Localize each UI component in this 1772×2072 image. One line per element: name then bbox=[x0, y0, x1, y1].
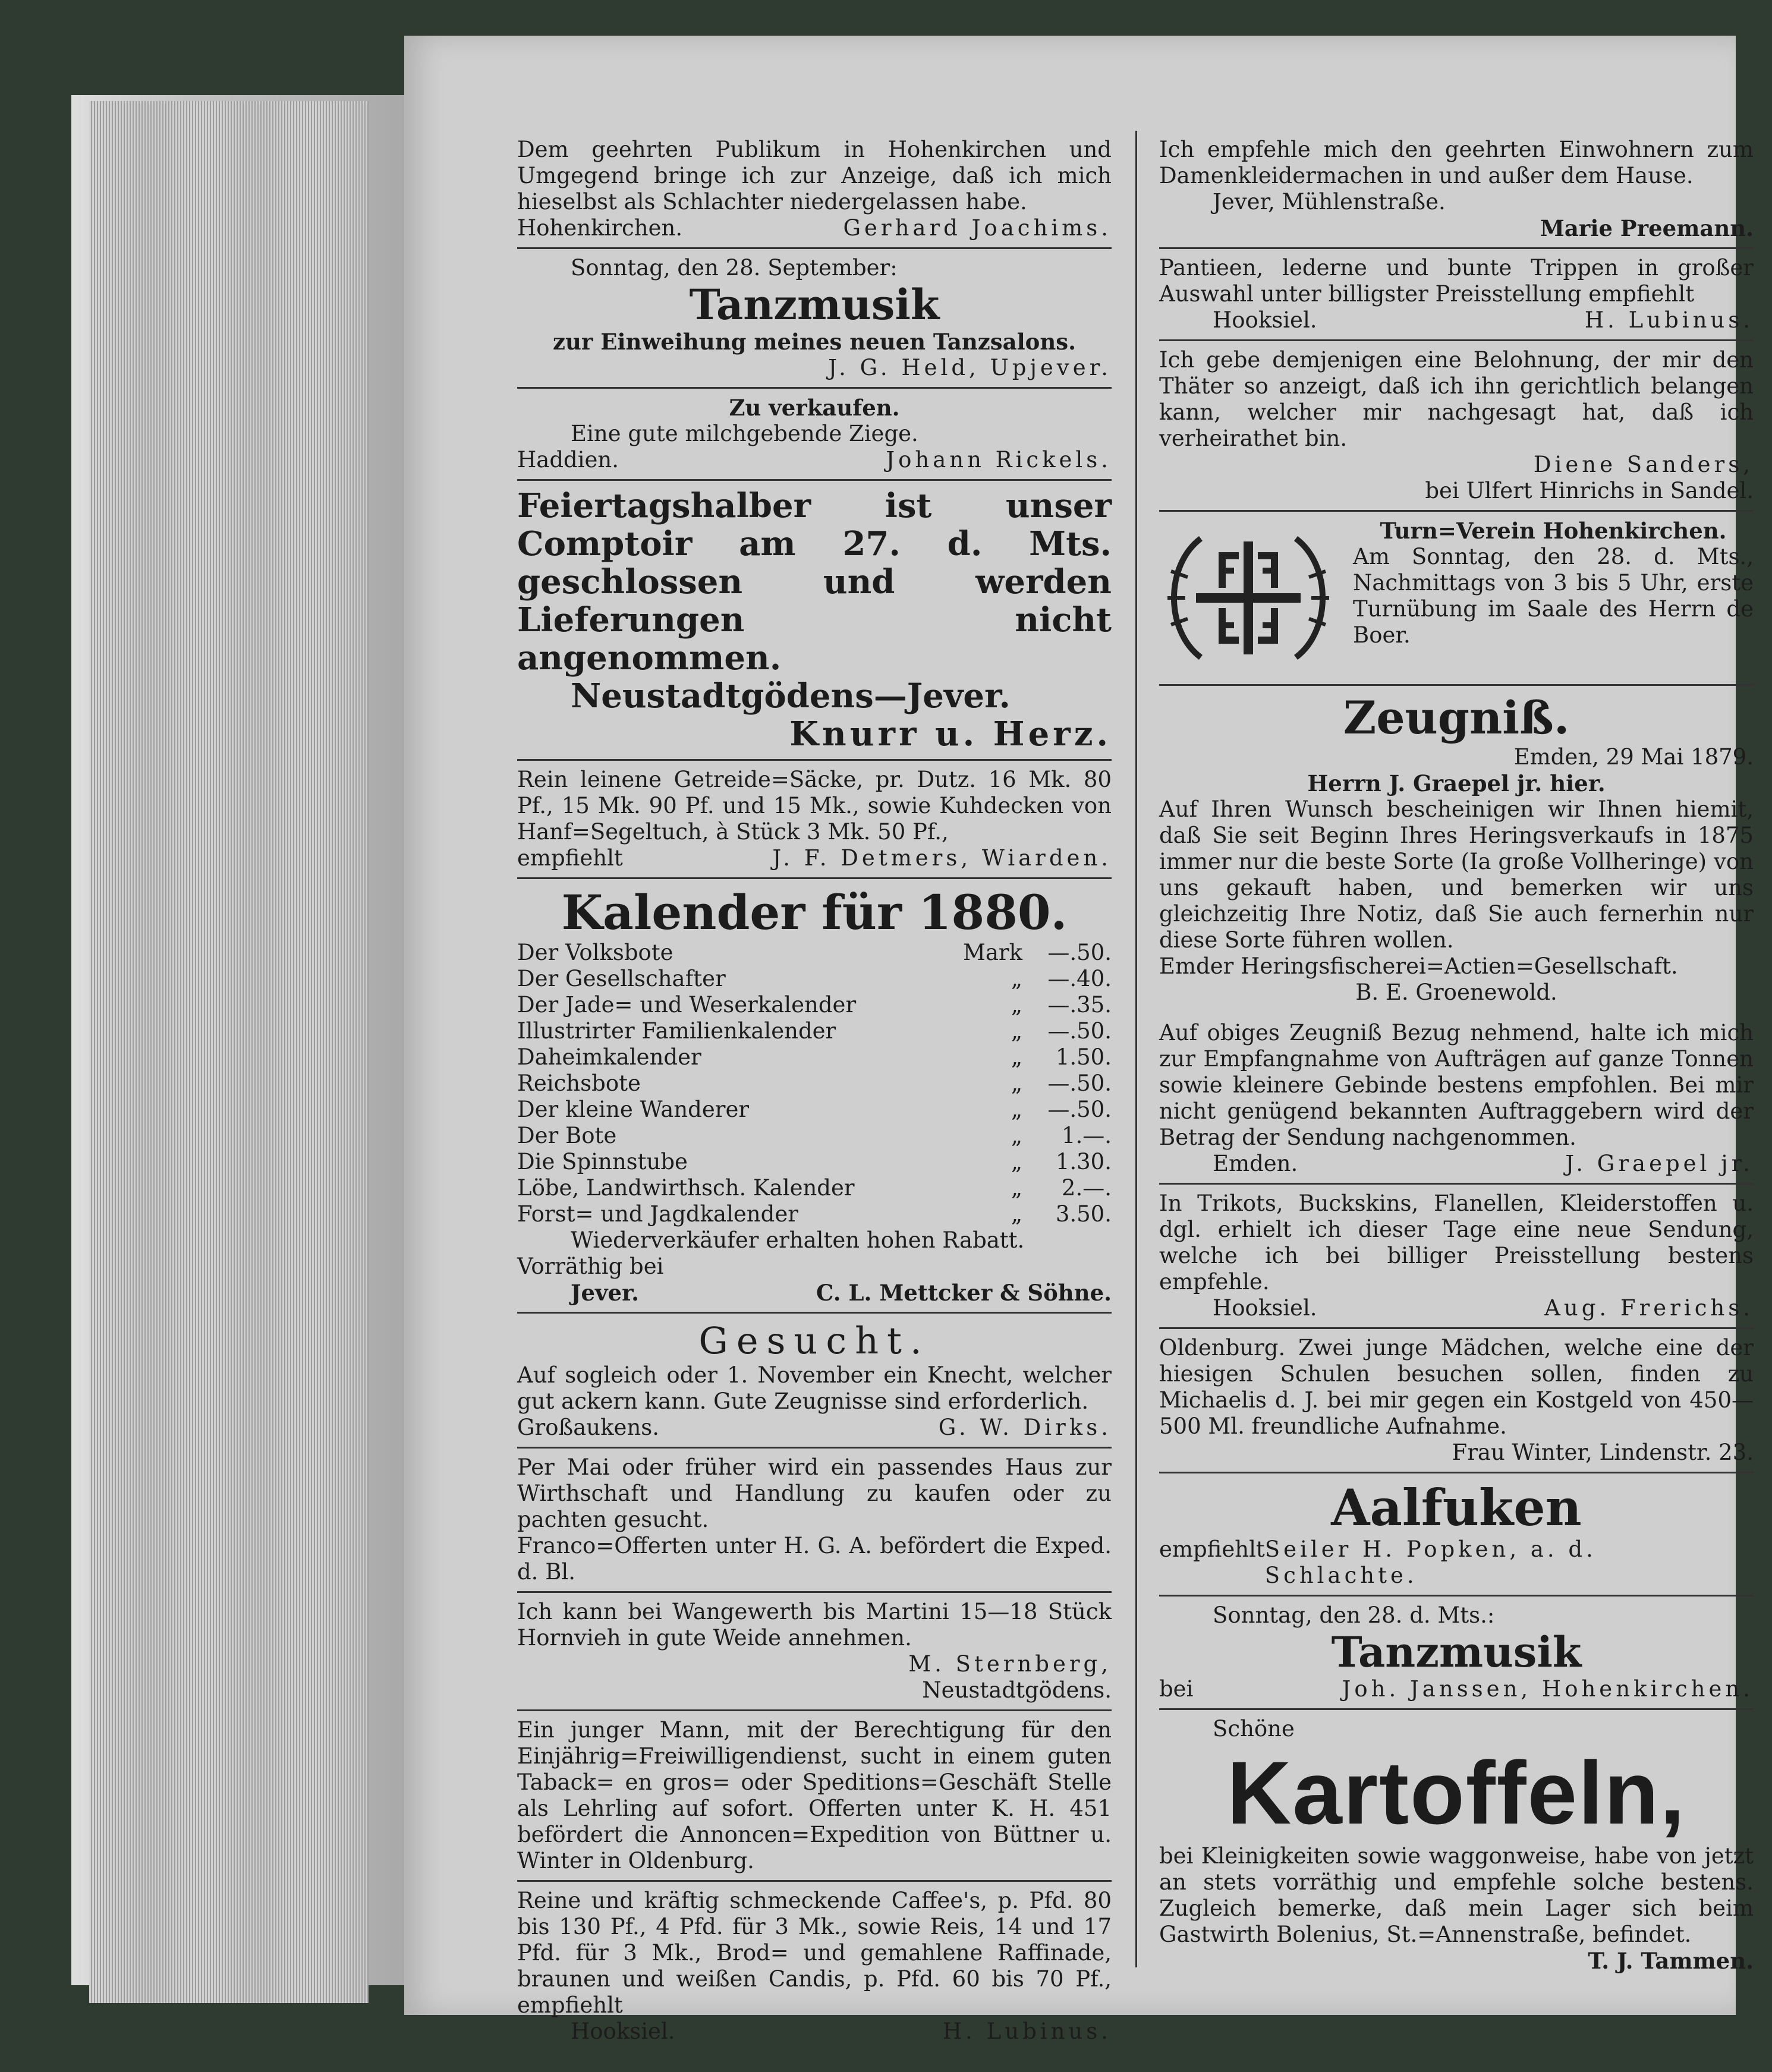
ad-stock: Vorräthig bei bbox=[517, 1254, 664, 1279]
kalender-unit: Mark bbox=[962, 940, 1022, 965]
kalender-item bbox=[517, 940, 1112, 966]
turner-cross-emblem-icon bbox=[1159, 518, 1337, 678]
ad-text: Am Sonntag, den 28. d. Mts., Nachmittags von 3 bis 5 Uhr, erste Turnübung im Saale des Herrn de Boer. bbox=[1353, 544, 1754, 648]
kalender-unit: „ bbox=[1011, 1070, 1022, 1096]
kalender-item bbox=[517, 1044, 1112, 1070]
ad-kostgeld bbox=[1159, 1329, 1754, 1473]
column-divider bbox=[1135, 131, 1137, 1967]
ad-signature: Aug. Frerichs. bbox=[1544, 1295, 1754, 1321]
ad-place: Hooksiel. bbox=[1213, 307, 1317, 333]
ad-addressee: Herrn J. Graepel jr. hier. bbox=[1307, 770, 1606, 796]
kalender-name: Der Jade= und Weserkalender bbox=[517, 992, 857, 1018]
ad-signature: C. L. Mettcker & Söhne. bbox=[816, 1280, 1112, 1306]
ad-text: Ein junger Mann, mit der Berechtigung für den Einjährig=Freiwilligendienst, sucht in einem guten Taback= en gros= oder Speditions=Geschäft Stelle als Lehrling auf sofort. Offerten unter K. H. 451 befördert die Annoncen=Expedition von Büttner u. Winter in Oldenburg. bbox=[517, 1717, 1112, 1873]
kalender-name: Löbe, Landwirthsch. Kalender bbox=[517, 1175, 855, 1201]
turnverein-text-block bbox=[1353, 518, 1754, 678]
kalender-price: —.50. bbox=[1047, 1097, 1112, 1122]
ad-turnverein bbox=[1159, 512, 1754, 686]
ad-title: Tanzmusik bbox=[689, 280, 940, 329]
ad-date: Sonntag, den 28. September: bbox=[571, 255, 898, 281]
kalender-unit: „ bbox=[1011, 1201, 1022, 1227]
ad-signatory: B. E. Groenewold. bbox=[1355, 980, 1557, 1005]
ad-footer bbox=[517, 1280, 1112, 1306]
ad-text: bei Kleinigkeiten sowie waggonweise, habe von jetzt an stets vorräthig und empfehle solche bestens. Zugleich bemerke, daß mein Lager sich beim Gastwirth Bolenius, St.=Annenstraße, befindet. bbox=[1159, 1843, 1754, 1947]
ad-trippen bbox=[1159, 249, 1754, 341]
ad-signature: Seiler H. Popken, a. d. Schlachte. bbox=[1264, 1536, 1597, 1588]
ad-place: Haddien. bbox=[517, 447, 619, 473]
ad-subtitle: zur Einweihung meines neuen Tanzsalons. bbox=[553, 329, 1076, 355]
kalender-price: —.50. bbox=[1047, 940, 1112, 965]
ad-lehrling bbox=[517, 1711, 1112, 1882]
page-edges bbox=[89, 101, 369, 2003]
ad-date: Sonntag, den 28. d. Mts.: bbox=[1213, 1602, 1495, 1628]
ad-signature: Marie Preemann. bbox=[1540, 215, 1754, 241]
ad-place: empfiehlt bbox=[1159, 1536, 1265, 1562]
ad-caffee bbox=[517, 1882, 1112, 2051]
kalender-unit: „ bbox=[1011, 1123, 1022, 1148]
ad-text: Ich kann bei Wangewerth bis Martini 15—18 Stück Hornvieh in gute Weide annehmen. bbox=[517, 1599, 1112, 1651]
ad-footer bbox=[517, 215, 1112, 241]
ad-prefix: bei bbox=[1159, 1676, 1194, 1702]
kalender-item bbox=[517, 1201, 1112, 1227]
kalender-name: Daheimkalender bbox=[517, 1044, 701, 1070]
ad-kartoffeln bbox=[1159, 1710, 1754, 1980]
kalender-name: Der Volksbote bbox=[517, 940, 673, 965]
kalender-name: Der Bote bbox=[517, 1123, 617, 1148]
ad-signature: Diene Sanders, bbox=[1533, 452, 1754, 477]
kalender-price: 1.—. bbox=[1061, 1123, 1112, 1148]
kalender-item bbox=[517, 1018, 1112, 1044]
ad-title: Kalender für 1880. bbox=[561, 884, 1068, 940]
ad-text: Auf sogleich oder 1. November ein Knecht, welcher gut ackern kann. Gute Zeugnisse sind erforderlich. bbox=[517, 1362, 1112, 1414]
ad-footer bbox=[1159, 1295, 1754, 1321]
ad-signature: J. G. Held, Upjever. bbox=[828, 355, 1112, 380]
ad-schlachter bbox=[517, 131, 1112, 249]
ad-signature: Joh. Janssen, Hohenkirchen. bbox=[1342, 1676, 1754, 1702]
kalender-item bbox=[517, 1070, 1112, 1097]
kalender-item bbox=[517, 1175, 1112, 1201]
ad-text: Rein leinene Getreide=Säcke, pr. Dutz. 16 Mk. 80 Pf., 15 Mk. 90 Pf. und 15 Mk., sowie Kuhdecken von Hanf=Segeltuch, à Stück 3 Mk. 50 Pf., bbox=[517, 767, 1112, 845]
ad-title: Aalfuken bbox=[1331, 1478, 1582, 1537]
ad-text: Per Mai oder früher wird ein passendes Haus zur Wirthschaft und Handlung zu kaufen oder zu pachten gesucht. bbox=[517, 1454, 1112, 1532]
ad-tanzmusik-janssen bbox=[1159, 1596, 1754, 1710]
ad-title: Gesucht. bbox=[698, 1319, 930, 1362]
kalender-item bbox=[517, 1097, 1112, 1123]
ad-comptoir bbox=[517, 481, 1112, 761]
ad-footer bbox=[517, 2019, 1112, 2045]
ad-haus bbox=[517, 1448, 1112, 1593]
kalender-item bbox=[517, 1123, 1112, 1149]
kalender-name: Der kleine Wanderer bbox=[517, 1097, 750, 1122]
ad-aalfuken bbox=[1159, 1473, 1754, 1596]
ad-signature: M. Sternberg, bbox=[908, 1651, 1112, 1677]
ad-title: Zu verkaufen. bbox=[729, 395, 900, 421]
ad-place: Emden. bbox=[1213, 1151, 1298, 1176]
ad-signature: Gerhard Joachims. bbox=[843, 215, 1112, 241]
ad-footer bbox=[1159, 1151, 1754, 1177]
ad-footer bbox=[1159, 1536, 1754, 1589]
kalender-name: Illustrirter Familienkalender bbox=[517, 1018, 836, 1044]
kalender-unit: „ bbox=[1011, 1044, 1022, 1070]
kalender-unit: „ bbox=[1011, 1149, 1022, 1174]
ad-footer bbox=[517, 1415, 1112, 1441]
ad-signature: Frau Winter, Lindenstr. 23. bbox=[1452, 1440, 1754, 1465]
newspaper-page bbox=[404, 36, 1754, 2044]
ad-company: Emder Heringsfischerei=Actien=Gesellschaft. bbox=[1159, 953, 1678, 979]
ad-footer bbox=[1159, 307, 1754, 333]
ad-kalender bbox=[517, 879, 1112, 1314]
ad-signature: H. Lubinus. bbox=[1584, 307, 1754, 333]
ad-text: Eine gute milchgebende Ziege. bbox=[571, 421, 918, 446]
ad-text-2: Auf obiges Zeugniß Bezug nehmend, halte ich mich zur Empfangnahme von Aufträgen auf ganze Tonnen sowie kleinere Gebinde bestens empfohlen. Bei mir nicht genügend bekannten Auftraggebern wird der Betrag der Sendung nachgenommen. bbox=[1159, 1020, 1754, 1150]
kalender-price: —.50. bbox=[1047, 1018, 1112, 1044]
ad-text-2: Franco=Offerten unter H. G. A. befördert die Exped. d. Bl. bbox=[517, 1533, 1112, 1585]
ad-gesucht bbox=[517, 1314, 1112, 1448]
ad-text: Auf Ihren Wunsch bescheinigen wir Ihnen hiemit, daß Sie seit Beginn Ihres Heringsverkaufs in 1875 immer nur die beste Sorte (Ia große Vollheringe) von uns gekauft haben, und bemerken wir uns gleichzeitig Ihre Notiz, daß Sie auch fernerhin nur diese Sorte führen wollen. bbox=[1159, 796, 1754, 953]
ad-title: Tanzmusik bbox=[1331, 1627, 1582, 1677]
kalender-item bbox=[517, 992, 1112, 1018]
ad-text: Feiertagshalber ist unser Comptoir am 27. d. Mts. geschlossen und werden Lieferungen nicht angenommen. bbox=[517, 486, 1112, 678]
kalender-price: —.40. bbox=[1047, 966, 1112, 991]
kalender-name: Forst= und Jagdkalender bbox=[517, 1201, 798, 1227]
ad-signature: T. J. Tammen. bbox=[1588, 1948, 1754, 1974]
right-column bbox=[1159, 131, 1754, 1997]
ad-signature: J. Graepel jr. bbox=[1565, 1151, 1754, 1176]
ad-place: Hooksiel. bbox=[1213, 1295, 1317, 1321]
ad-trikots bbox=[1159, 1185, 1754, 1329]
kalender-price: 1.30. bbox=[1055, 1149, 1112, 1174]
ad-signature: H. Lubinus. bbox=[942, 2019, 1112, 2044]
ad-place: Großaukens. bbox=[517, 1415, 660, 1440]
kalender-price: —.50. bbox=[1047, 1070, 1112, 1096]
kalender-price: 2.—. bbox=[1061, 1175, 1112, 1201]
ad-text: In Trikots, Buckskins, Flanellen, Kleiderstoffen u. dgl. erhielt ich dieser Tage eine neue Sendung, welche ich bei billiger Preisstellung bestens empfehle. bbox=[1159, 1191, 1754, 1295]
ad-footer bbox=[1159, 1676, 1754, 1702]
ad-pre: Schöne bbox=[1213, 1716, 1295, 1742]
ad-damenkleider bbox=[1159, 131, 1754, 249]
kalender-item bbox=[517, 966, 1112, 992]
ad-footer bbox=[517, 845, 1112, 871]
kalender-unit: „ bbox=[1011, 992, 1022, 1018]
kalender-name: Die Spinnstube bbox=[517, 1149, 688, 1174]
ad-note: Wiederverkäufer erhalten hohen Rabatt. bbox=[571, 1227, 1025, 1253]
ad-hornvieh bbox=[517, 1593, 1112, 1711]
kalender-price-list bbox=[517, 940, 1112, 1227]
ad-place: Jever. bbox=[571, 1280, 640, 1306]
ad-signature: Johann Rickels. bbox=[886, 447, 1112, 473]
ad-text: Pantieen, lederne und bunte Trippen in großer Auswahl unter billigster Preisstellung empfiehlt bbox=[1159, 255, 1754, 307]
ad-place: Hohenkirchen. bbox=[517, 215, 683, 241]
ad-zeugniss bbox=[1159, 686, 1754, 1185]
ad-signature: J. F. Detmers, Wiarden. bbox=[772, 845, 1112, 871]
ad-text: Dem geehrten Publikum in Hohenkirchen und Umgegend bringe ich zur Anzeige, daß ich mich hieselbst als Schlachter niedergelassen habe. bbox=[517, 137, 1112, 215]
ad-place: bei Ulfert Hinrichs in Sandel. bbox=[1425, 478, 1754, 503]
ad-footer bbox=[517, 447, 1112, 473]
ad-signature: Knurr u. Herz. bbox=[789, 714, 1112, 754]
ad-place: empfiehlt bbox=[517, 845, 623, 871]
kalender-price: 3.50. bbox=[1055, 1201, 1112, 1227]
kalender-unit: „ bbox=[1011, 1018, 1022, 1044]
ad-place: Neustadtgödens. bbox=[922, 1677, 1112, 1703]
kalender-price: 1.50. bbox=[1055, 1044, 1112, 1070]
ad-text: Ich gebe demjenigen eine Belohnung, der mir den Thäter so anzeigt, daß ich ihn gerichtlich belangen kann, welcher mir nachgesagt hat, daß ich verheirathet bin. bbox=[1159, 347, 1754, 451]
ad-place: Hooksiel. bbox=[571, 2019, 675, 2044]
ad-ziege bbox=[517, 389, 1112, 481]
ad-title: Kartoffeln, bbox=[1227, 1743, 1686, 1843]
ad-text: Ich empfehle mich den geehrten Einwohnern zum Damenkleidermachen in und außer dem Hause. bbox=[1159, 137, 1754, 188]
ad-place: Jever, Mühlenstraße. bbox=[1213, 189, 1446, 215]
kalender-unit: „ bbox=[1011, 1097, 1022, 1122]
ad-tanzmusik-held bbox=[517, 249, 1112, 389]
kalender-item bbox=[517, 1149, 1112, 1175]
ad-belohnung bbox=[1159, 341, 1754, 512]
kalender-unit: „ bbox=[1011, 1175, 1022, 1201]
ad-text: Oldenburg. Zwei junge Mädchen, welche eine der hiesigen Schulen besuchen sollen, finden zu Michaelis d. J. bei mir gegen ein Kostgeld von 450—500 Ml. freundliche Aufnahme. bbox=[1159, 1335, 1754, 1439]
ad-title: Turn=Verein Hohenkirchen. bbox=[1380, 518, 1727, 544]
kalender-price: —.35. bbox=[1047, 992, 1112, 1018]
left-column bbox=[517, 131, 1112, 2044]
kalender-unit: „ bbox=[1011, 966, 1022, 991]
kalender-name: Reichsbote bbox=[517, 1070, 641, 1096]
ad-text: Reine und kräftig schmeckende Caffee's, p. Pfd. 80 bis 130 Pf., 4 Pfd. für 3 Mk., sowie Reis, 14 und 17 Pfd. für 3 Mk., Brod= und gemahlene Raffinade, braunen und weißen Candis, p. Pfd. 60 bis 70 Pf., empfiehlt bbox=[517, 1888, 1112, 2018]
ad-dateline: Emden, 29 Mai 1879. bbox=[1513, 744, 1754, 770]
ad-title: Zeugniß. bbox=[1343, 691, 1570, 744]
ad-signature: G. W. Dirks. bbox=[938, 1415, 1112, 1440]
kalender-name: Der Gesellschafter bbox=[517, 966, 726, 991]
ad-saecke bbox=[517, 761, 1112, 879]
ad-place: Neustadtgödens—Jever. bbox=[571, 676, 1011, 716]
turnverein-layout bbox=[1159, 518, 1754, 678]
